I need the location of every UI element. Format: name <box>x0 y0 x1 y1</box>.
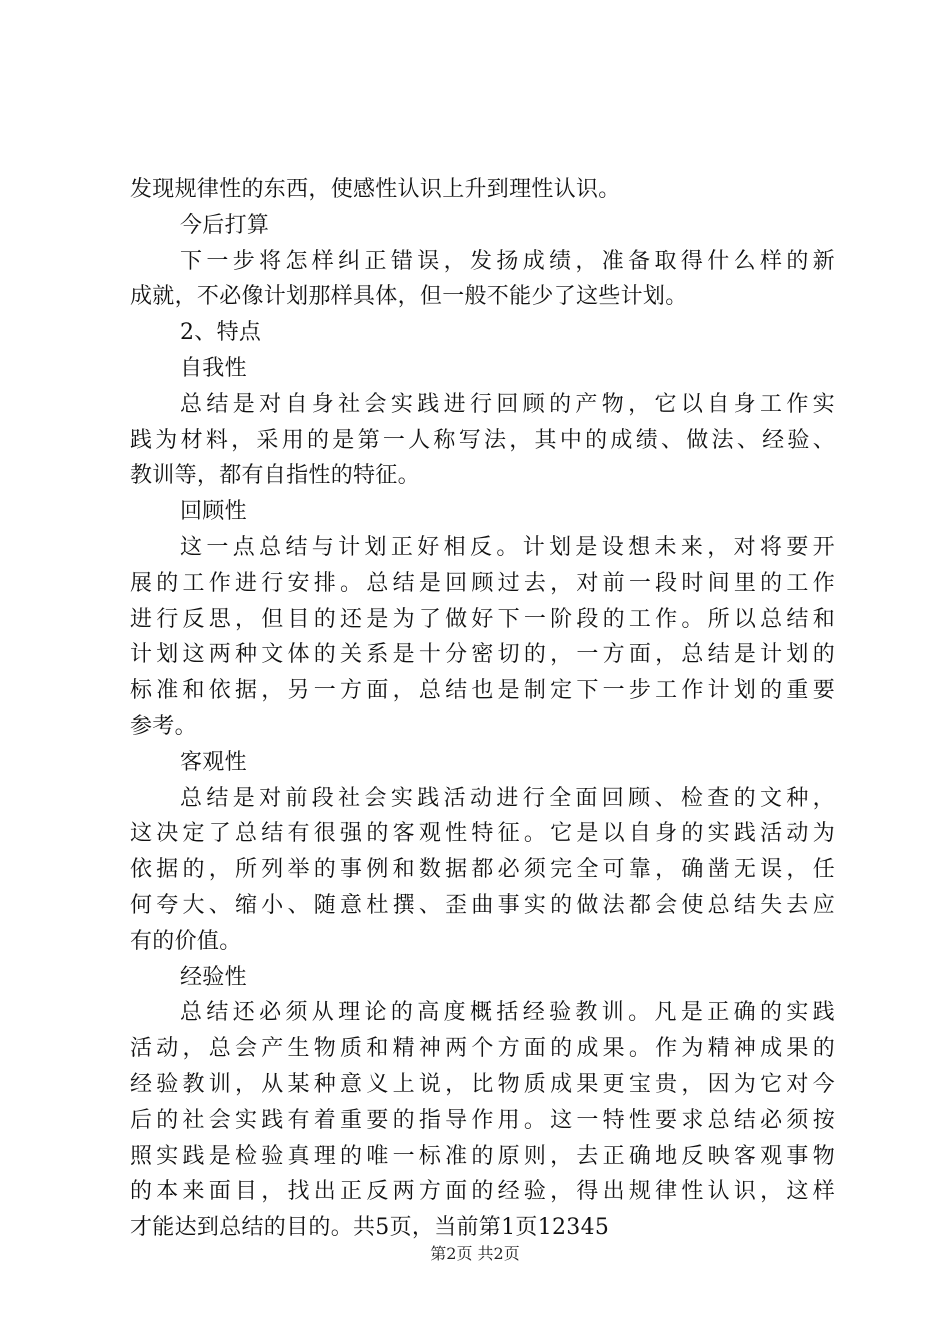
text-line: 总结还必须从理论的高度概括经验教训。凡是正确的实践 <box>180 1000 835 1026</box>
page-footer: 第2页 共2页 <box>430 1244 520 1263</box>
text-line: 总结是对自身社会实践进行回顾的产物，它以自身工作实 <box>180 391 835 417</box>
text-line: 活动，总会产生物质和精神两个方面的成果。作为精神成果的 <box>130 1036 835 1062</box>
text-line: 计划这两种文体的关系是十分密切的，一方面，总结是计划的 <box>130 642 835 668</box>
document-body <box>130 172 835 1246</box>
text-line: 自我性 <box>180 355 247 381</box>
text-line: 的本来面目，找出正反两方面的经验，得出规律性认识，这样 <box>130 1179 835 1205</box>
text-line: 进行反思，但目的还是为了做好下一阶段的工作。所以总结和 <box>130 606 835 632</box>
text-line: 下一步将怎样纠正错误，发扬成绩，准备取得什么样的新 <box>180 248 835 274</box>
text-line: 今后打算 <box>180 212 270 238</box>
text-line: 何夸大、缩小、随意杜撰、歪曲事实的做法都会使总结失去应 <box>130 892 835 918</box>
text-line: 后的社会实践有着重要的指导作用。这一特性要求总结必须按 <box>130 1107 835 1133</box>
text-line: 经验性 <box>180 964 247 990</box>
text-line: 2、特点 <box>180 320 262 346</box>
text-line: 这决定了总结有很强的客观性特征。它是以自身的实践活动为 <box>130 821 835 847</box>
text-line: 有的价值。 <box>130 928 242 954</box>
text-line: 发现规律性的东西，使感性认识上升到理性认识。 <box>130 177 621 202</box>
text-line: 照实践是检验真理的唯一标准的原则，去正确地反映客观事物 <box>130 1143 835 1169</box>
text-line: 回顾性 <box>180 499 247 525</box>
text-line: 总结是对前段社会实践活动进行全面回顾、检查的文种， <box>180 785 835 811</box>
text-line: 成就，不必像计划那样具体，但一般不能少了这些计划。 <box>130 284 688 310</box>
text-line: 展的工作进行安排。总结是回顾过去，对前一段时间里的工作 <box>130 570 835 596</box>
text-line: 才能达到总结的目的。共5页，当前第1页12345 <box>130 1215 610 1241</box>
text-line: 教训等，都有自指性的特征。 <box>130 463 420 489</box>
text-line: 这一点总结与计划正好相反。计划是设想未来，对将要开 <box>180 534 835 560</box>
text-line: 践为材料，采用的是第一人称写法，其中的成绩、做法、经验、 <box>130 427 835 453</box>
text-line: 经验教训，从某种意义上说，比物质成果更宝贵，因为它对今 <box>130 1071 835 1097</box>
text-line: 参考。 <box>130 713 197 739</box>
text-line: 标准和依据，另一方面，总结也是制定下一步工作计划的重要 <box>130 678 835 704</box>
text-line: 客观性 <box>180 749 247 775</box>
text-line: 依据的，所列举的事例和数据都必须完全可靠，确凿无误，任 <box>130 857 835 883</box>
